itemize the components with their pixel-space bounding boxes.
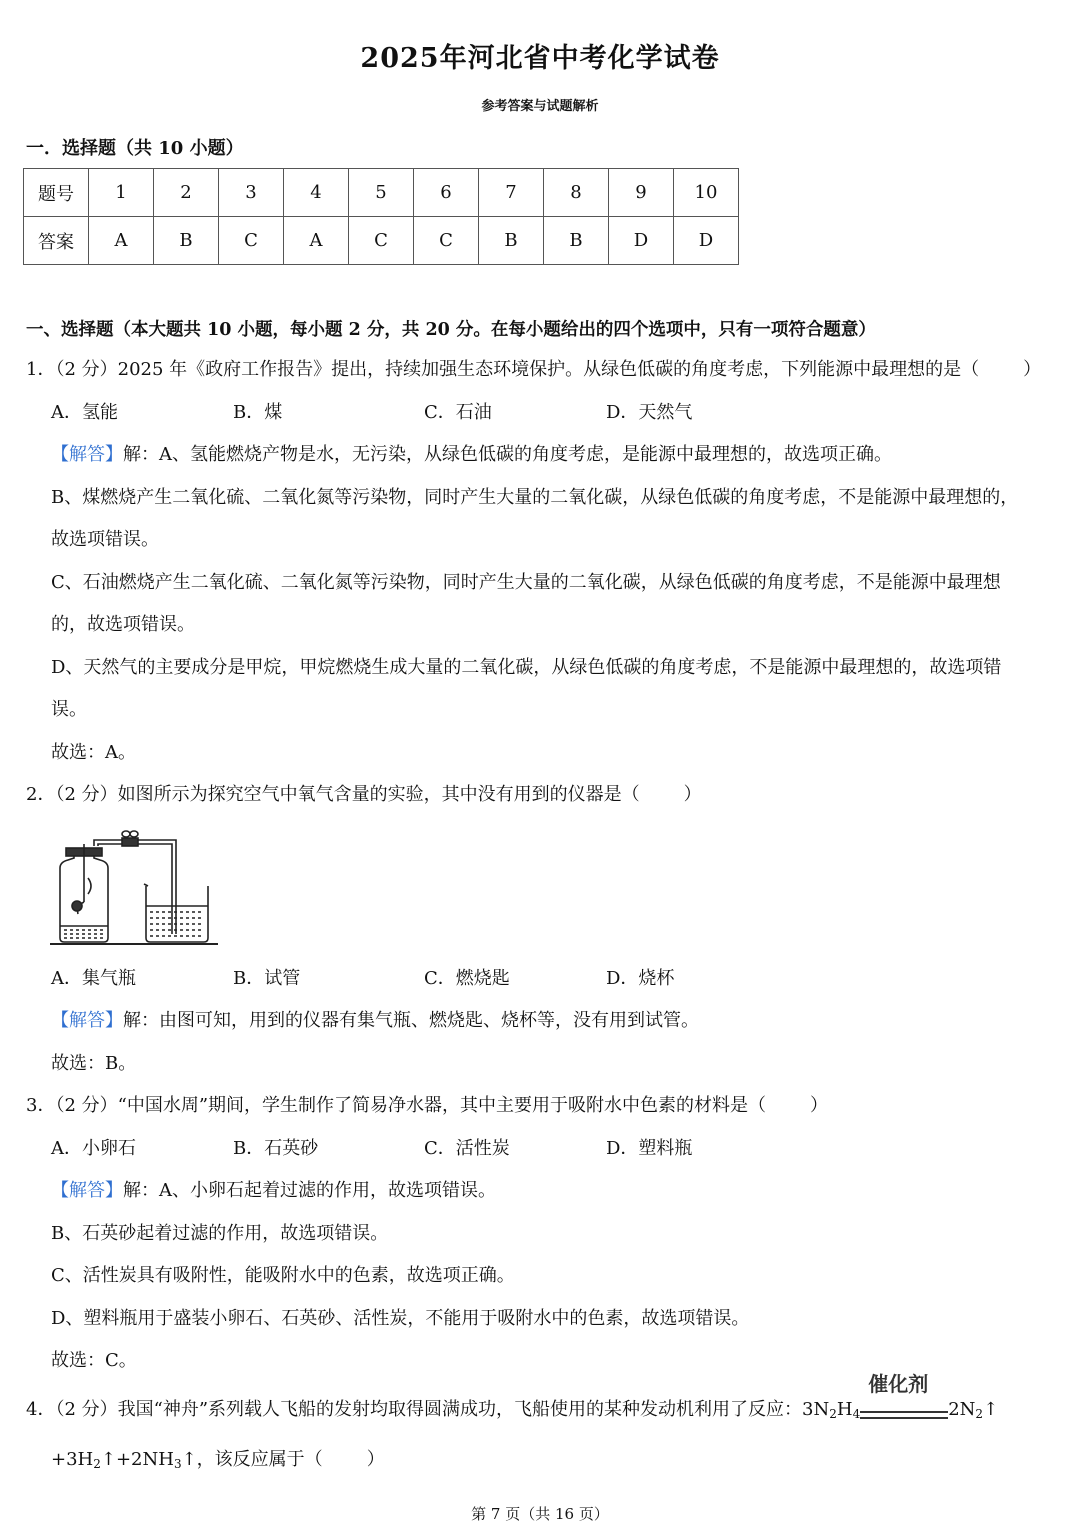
question-text: 1．（2 分）2025 年《政府工作报告》提出，持续加强生态环境保护。从绿色低碳的角度考虑，下列能源中最理想的是（: [26, 359, 980, 380]
solution-label: 【解答】: [51, 1180, 123, 1201]
question-3-option-c: C．活性炭: [424, 1138, 510, 1159]
question-3-solution-line: B、石英砂起着过滤的作用，故选项错误。: [51, 1223, 389, 1244]
question-3-solution-line: [51, 1179, 496, 1203]
table-cell: C: [349, 217, 414, 265]
table-cell: B: [544, 217, 609, 265]
subscript: 2: [93, 1457, 101, 1471]
question-1-stem: [26, 358, 1041, 382]
question-1-solution-line: D、天然气的主要成分是甲烷，甲烷燃烧生成大量的二氧化碳，从绿色低碳的角度考虑，不是能源中最理想的，故选项错: [51, 657, 1002, 678]
question-1-option-b: B．煤: [233, 402, 283, 423]
table-cell: 1: [89, 169, 154, 217]
question-2-option-a: A．集气瓶: [51, 968, 136, 989]
table-cell: A: [284, 217, 349, 265]
table-cell: D: [609, 217, 674, 265]
equals-sign: [860, 1411, 948, 1419]
question-text: 2．（2 分）如图所示为探究空气中氧气含量的实验，其中没有用到的仪器是（: [26, 784, 640, 805]
formula-text: H: [836, 1399, 853, 1420]
table-cell: C: [414, 217, 479, 265]
question-1-solution-line: [51, 443, 892, 467]
paren-close: ）: [810, 1095, 829, 1116]
question-1-solution-line: 故选项错误。: [51, 529, 159, 550]
question-3-solution-line: C、活性炭具有吸附性，能吸附水中的色素，故选项正确。: [51, 1265, 515, 1286]
table-cell: 8: [544, 169, 609, 217]
subscript: 2: [829, 1407, 837, 1421]
question-3-solution-line: D、塑料瓶用于盛装小卵石、石英砂、活性炭，不能用于吸附水中的色素，故选项错误。: [51, 1308, 750, 1329]
table-cell: D: [674, 217, 739, 265]
table-cell: C: [219, 217, 284, 265]
question-1-solution-line: B、煤燃烧产生二氧化硫、二氧化氮等污染物，同时产生大量的二氧化碳，从绿色低碳的角度考虑，不是能源中最理想的，: [51, 487, 1019, 508]
experiment-apparatus-figure: [46, 822, 226, 948]
solution-label: 【解答】: [51, 1010, 123, 1031]
question-1-solution-line: C、石油燃烧产生二氧化硫、二氧化氮等污染物，同时产生大量的二氧化碳，从绿色低碳的角度考虑，不是能源中最理想: [51, 572, 1001, 593]
question-3-stem: [26, 1094, 828, 1118]
question-2-option-c: C．燃烧匙: [424, 968, 510, 989]
subscript: 3: [173, 1457, 182, 1471]
page-title: 2025年河北省中考化学试卷: [360, 43, 720, 74]
question-text: 3．（2 分）“中国水周”期间，学生制作了简易净水器，其中主要用于吸附水中色素的材料是（: [26, 1095, 767, 1116]
table-cell: 3: [219, 169, 284, 217]
question-3-option-a: A．小卵石: [51, 1138, 136, 1159]
question-3-option-b: B．石英砂: [233, 1138, 319, 1159]
question-3-solution-line: 故选：C。: [51, 1350, 137, 1371]
answer-table-heading: 一．选择题（共 10 小题）: [26, 138, 244, 159]
formula-text: +3H: [51, 1449, 94, 1470]
solution-text: 解：A、小卵石起着过滤的作用，故选项错误。: [123, 1180, 496, 1201]
question-2-solution-line: 故选：B。: [51, 1053, 137, 1074]
question-2-option-b: B．试管: [233, 968, 301, 989]
question-text: 4．（2 分）我国“神舟”系列载人飞船的发射均取得圆满成功，飞船使用的某种发动机利用了反应：3N: [26, 1399, 830, 1420]
subscript: 4: [852, 1407, 861, 1421]
section-heading: 一、选择题（本大题共 10 小题，每小题 2 分，共 20 分。在每小题给出的四个选项中，只有一项符合题意）: [26, 320, 876, 340]
table-cell: 5: [349, 169, 414, 217]
paren-close: ）: [683, 784, 702, 805]
table-row-numbers: [24, 169, 739, 217]
question-1-solution-line: 误。: [51, 699, 87, 720]
question-1-option-d: D．天然气: [606, 402, 693, 423]
table-cell: A: [89, 217, 154, 265]
question-3-option-d: D．塑料瓶: [606, 1138, 693, 1159]
question-4-stem-line-2: [51, 1448, 385, 1476]
catalyst-condition: [860, 1372, 948, 1426]
question-1-option-c: C．石油: [424, 402, 492, 423]
question-1-solution-line: 故选：A。: [51, 742, 136, 763]
page-subtitle: 参考答案与试题解析: [481, 99, 599, 114]
solution-text: 解：由图可知，用到的仪器有集气瓶、燃烧匙、烧杯等，没有用到试管。: [123, 1010, 699, 1031]
page-footer: 第 7 页（共 16 页）: [471, 1505, 609, 1523]
question-2-stem: [26, 783, 702, 807]
gas-arrow: ↑: [983, 1399, 999, 1420]
table-cell: 10: [674, 169, 739, 217]
table-cell: 7: [479, 169, 544, 217]
table-cell: 2: [154, 169, 219, 217]
subscript: 2: [975, 1407, 984, 1421]
row-label: 答案: [24, 217, 89, 265]
question-1-solution-line: 的，故选项错误。: [51, 614, 195, 635]
answer-table: [23, 168, 739, 265]
question-2-solution-line: [51, 1009, 699, 1033]
table-cell: B: [479, 217, 544, 265]
table-cell: 9: [609, 169, 674, 217]
table-cell: B: [154, 217, 219, 265]
solution-text: 解：A、氢能燃烧产物是水，无污染，从绿色低碳的角度考虑，是能源中最理想的，故选项正确。: [123, 444, 892, 465]
formula-text: 2N: [948, 1399, 976, 1420]
table-cell: 4: [284, 169, 349, 217]
question-text: ↑，该反应属于（: [181, 1449, 323, 1470]
question-2-option-d: D．烧杯: [606, 968, 675, 989]
formula-text: ↑+2NH: [100, 1449, 174, 1470]
solution-label: 【解答】: [51, 444, 123, 465]
catalyst-label: 催化剂: [868, 1372, 929, 1396]
question-1-option-a: A．氢能: [51, 402, 118, 423]
table-cell: 6: [414, 169, 479, 217]
question-4-stem: [26, 1372, 999, 1426]
paren-close: ）: [366, 1449, 385, 1470]
paren-close: ）: [1023, 359, 1042, 380]
table-row-answers: [24, 217, 739, 265]
row-label: 题号: [24, 169, 89, 217]
